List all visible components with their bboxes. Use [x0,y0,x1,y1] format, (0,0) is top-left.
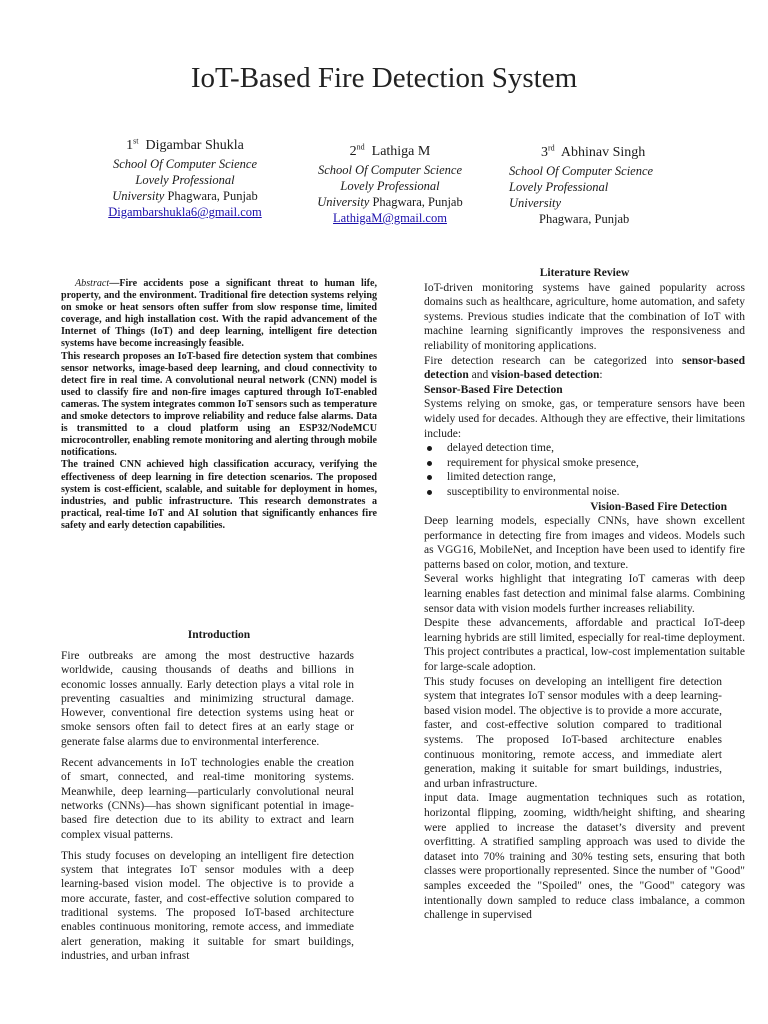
affiliation-institution: Lovely Professional [340,179,440,193]
text-run: Fire detection research can be categorized into [424,354,683,367]
literature-paragraph: Despite these advancements, affordable and practical IoT-deep learning hybrids are still limited, especially for real-time deployment. This project contributes a practical, low-cost implementation suitable for large-scale adoption. [424,617,745,674]
affiliation-institution: Lovely Professional [509,180,609,194]
literature-paragraph: Deep learning models, especially CNNs, have shown excellent performance in detecting fire from images and videos. Models such as VGG16, MobileNet, and Inception have been used to identify fire patterns based on color, motion, and texture. [424,515,745,571]
affiliation-institution: Lovely Professional [135,173,235,187]
paper-title: IoT-Based Fire Detection System [190,62,578,94]
literature-review-column [424,266,745,923]
ordinal-suffix: rd [548,143,555,153]
author-name-text: Digambar Shukla [145,138,244,153]
vision-based-heading: Vision-Based Fire Detection [590,500,727,513]
bold-term: sensor-based detection [424,354,745,382]
author-block-2 [300,142,480,226]
list-item: requirement for physical smoke presence, [424,456,745,471]
literature-paragraph [424,354,745,383]
affiliation-school: School Of Computer Science [317,163,463,177]
ordinal-suffix: st [133,136,139,146]
text-run: : [599,369,603,382]
introduction-paragraph: Fire outbreaks are among the most destructive hazards worldwide, causing thousands of deaths and billions in economic losses annually. Early detection plays a vital role in preventing casualties and minimizing structural damage. However, conventional fire detection systems using heat or smoke sensors often fail to detect fires at an early stage or generate false alarms due to environmental interference. [61,650,354,748]
bold-term: vision-based detection [491,369,600,382]
literature-paragraph: This study focuses on developing an intelligent fire detection system that integrates IoT sensor modules with a deep learning-based vision model. The objective is to provide a more accurate, faster, and cost-effective solution compared to traditional systems. The proposed IoT-based architecture enables continuous monitoring, remote access, and immediate alert generation, making it suitable for smart buildings, industries, and urban infrastructure. [424,675,722,790]
abstract [61,278,377,532]
affiliation-university: University [509,196,562,210]
author-ordinal: 1 [126,138,134,153]
affiliation-location: Phagwara, Punjab [369,195,463,209]
affiliation-school: School Of Computer Science [112,157,258,171]
abstract-paragraph: This research proposes an IoT-based fire detection system that combines sensor networks, image-based deep learning, and cloud connectivity to detect fire in real time. A convolutional neural network (CNN) model is used to classify fire and non-fire images captured through IoT-enabled cameras. The system integrates common IoT sensors such as temperature and smoke detectors to improve reliability and reduce false alarms. Data is transmitted to a cloud platform using an ESP32/NodeMCU microcontroller, enabling remote monitoring and alerting through mobile notifications. [61,350,377,459]
author-email-link[interactable]: LathigaM@gmail.com [333,211,447,225]
ordinal-suffix: nd [356,142,365,152]
author-ordinal: 3 [541,145,548,160]
list-item: delayed detection time, [424,441,745,456]
abstract-paragraph: The trained CNN achieved high classification accuracy, verifying the effectiveness of deep learning in fire detection scenarios. The proposed system is cost-efficient, scalable, and suitable for deployment in homes, industries, and public infrastructure. This research demonstrates a practical, real-time IoT and AI solution that significantly enhances fire safety and early detection capabilities. [61,459,377,531]
list-item: limited detection range, [424,470,745,485]
affiliation-university: University [317,195,370,209]
abstract-text: —Fire accidents pose a significant threat to human life, property, and the environment. Traditional fire detection systems relying on smoke or heat sensors often suffer from slow response time, limited coverage, and high installation cost. With the rapid advancement of the Internet of Things (IoT) and deep learning, intelligent fire detection systems have become increasingly feasible. [61,278,377,350]
author-ordinal: 2 [349,144,357,159]
literature-paragraph: Several works highlight that integrating IoT cameras with deep learning enables fast detection and minimal false alarms. Combining sensor data with vision models further increases reliability. [424,573,745,615]
introduction-heading: Introduction [187,629,251,641]
author-block-1 [95,136,275,220]
introduction-body [61,649,354,970]
literature-paragraph: IoT-driven monitoring systems have gained popularity across domains such as healthcare, agriculture, home automation, and safety systems. Previous studies indicate that the combination of IoT with machine learning significantly improves the responsiveness and reliability of monitoring applications. [424,281,745,352]
affiliation-location: Phagwara, Punjab [539,212,630,226]
abstract-paragraph [61,278,377,351]
literature-review-heading: Literature Review [539,267,630,279]
author-block-3 [509,143,659,227]
literature-paragraph: Systems relying on smoke, gas, or temperature sensors have been widely used for decades. Although they are effective, their limitations include: [424,398,745,440]
list-item: susceptibility to environmental noise. [424,485,745,500]
author-name-text: Abhinav Singh [560,145,646,160]
introduction-paragraph: Recent advancements in IoT technologies enable the creation of smart, connected, and real-time monitoring systems. Meanwhile, deep learning—particularly convolutional neural networks (CNNs)—has shown significant potential in image-based fire detection due to its ability to extract and learn complex visual patterns. [61,757,354,841]
literature-paragraph: input data. Image augmentation techniques such as rotation, horizontal flipping, zooming, width/height shifting, and shearing were applied to increase the dataset’s diversity and prevent overfitting. A stratified sampling approach was used to divide the dataset into 70% training and 30% testing sets, ensuring that both classes were proportionally represented. Since the number of "Good" samples exceeded the "Spoiled" ones, the "Good" category was intentionally down sampled to reduce class imbalance, a common challenge in supervised [424,792,745,922]
author-name [95,136,275,156]
author-email-link[interactable]: Digambarshukla6@gmail.com [108,205,262,219]
author-name-text: Lathiga M [371,144,431,159]
text-run: and [468,369,492,382]
affiliation-university: University [112,189,165,203]
affiliation-location: Phagwara, Punjab [164,189,258,203]
author-name [509,143,659,163]
abstract-label: Abstract [75,278,110,289]
author-name [300,142,480,162]
affiliation-school: School Of Computer Science [509,164,654,178]
sensor-based-heading: Sensor-Based Fire Detection [424,383,563,396]
introduction-paragraph: This study focuses on developing an intelligent fire detection system that integrates IoT sensor modules with a deep learning-based vision model. The objective is to provide a more accurate, faster, and cost-effective solution compared to traditional systems. The proposed IoT-based architecture enables continuous monitoring, remote access, and immediate alert generation, making it suitable for smart buildings, industries, and urban infrast [61,849,354,962]
limitations-list [424,441,745,499]
